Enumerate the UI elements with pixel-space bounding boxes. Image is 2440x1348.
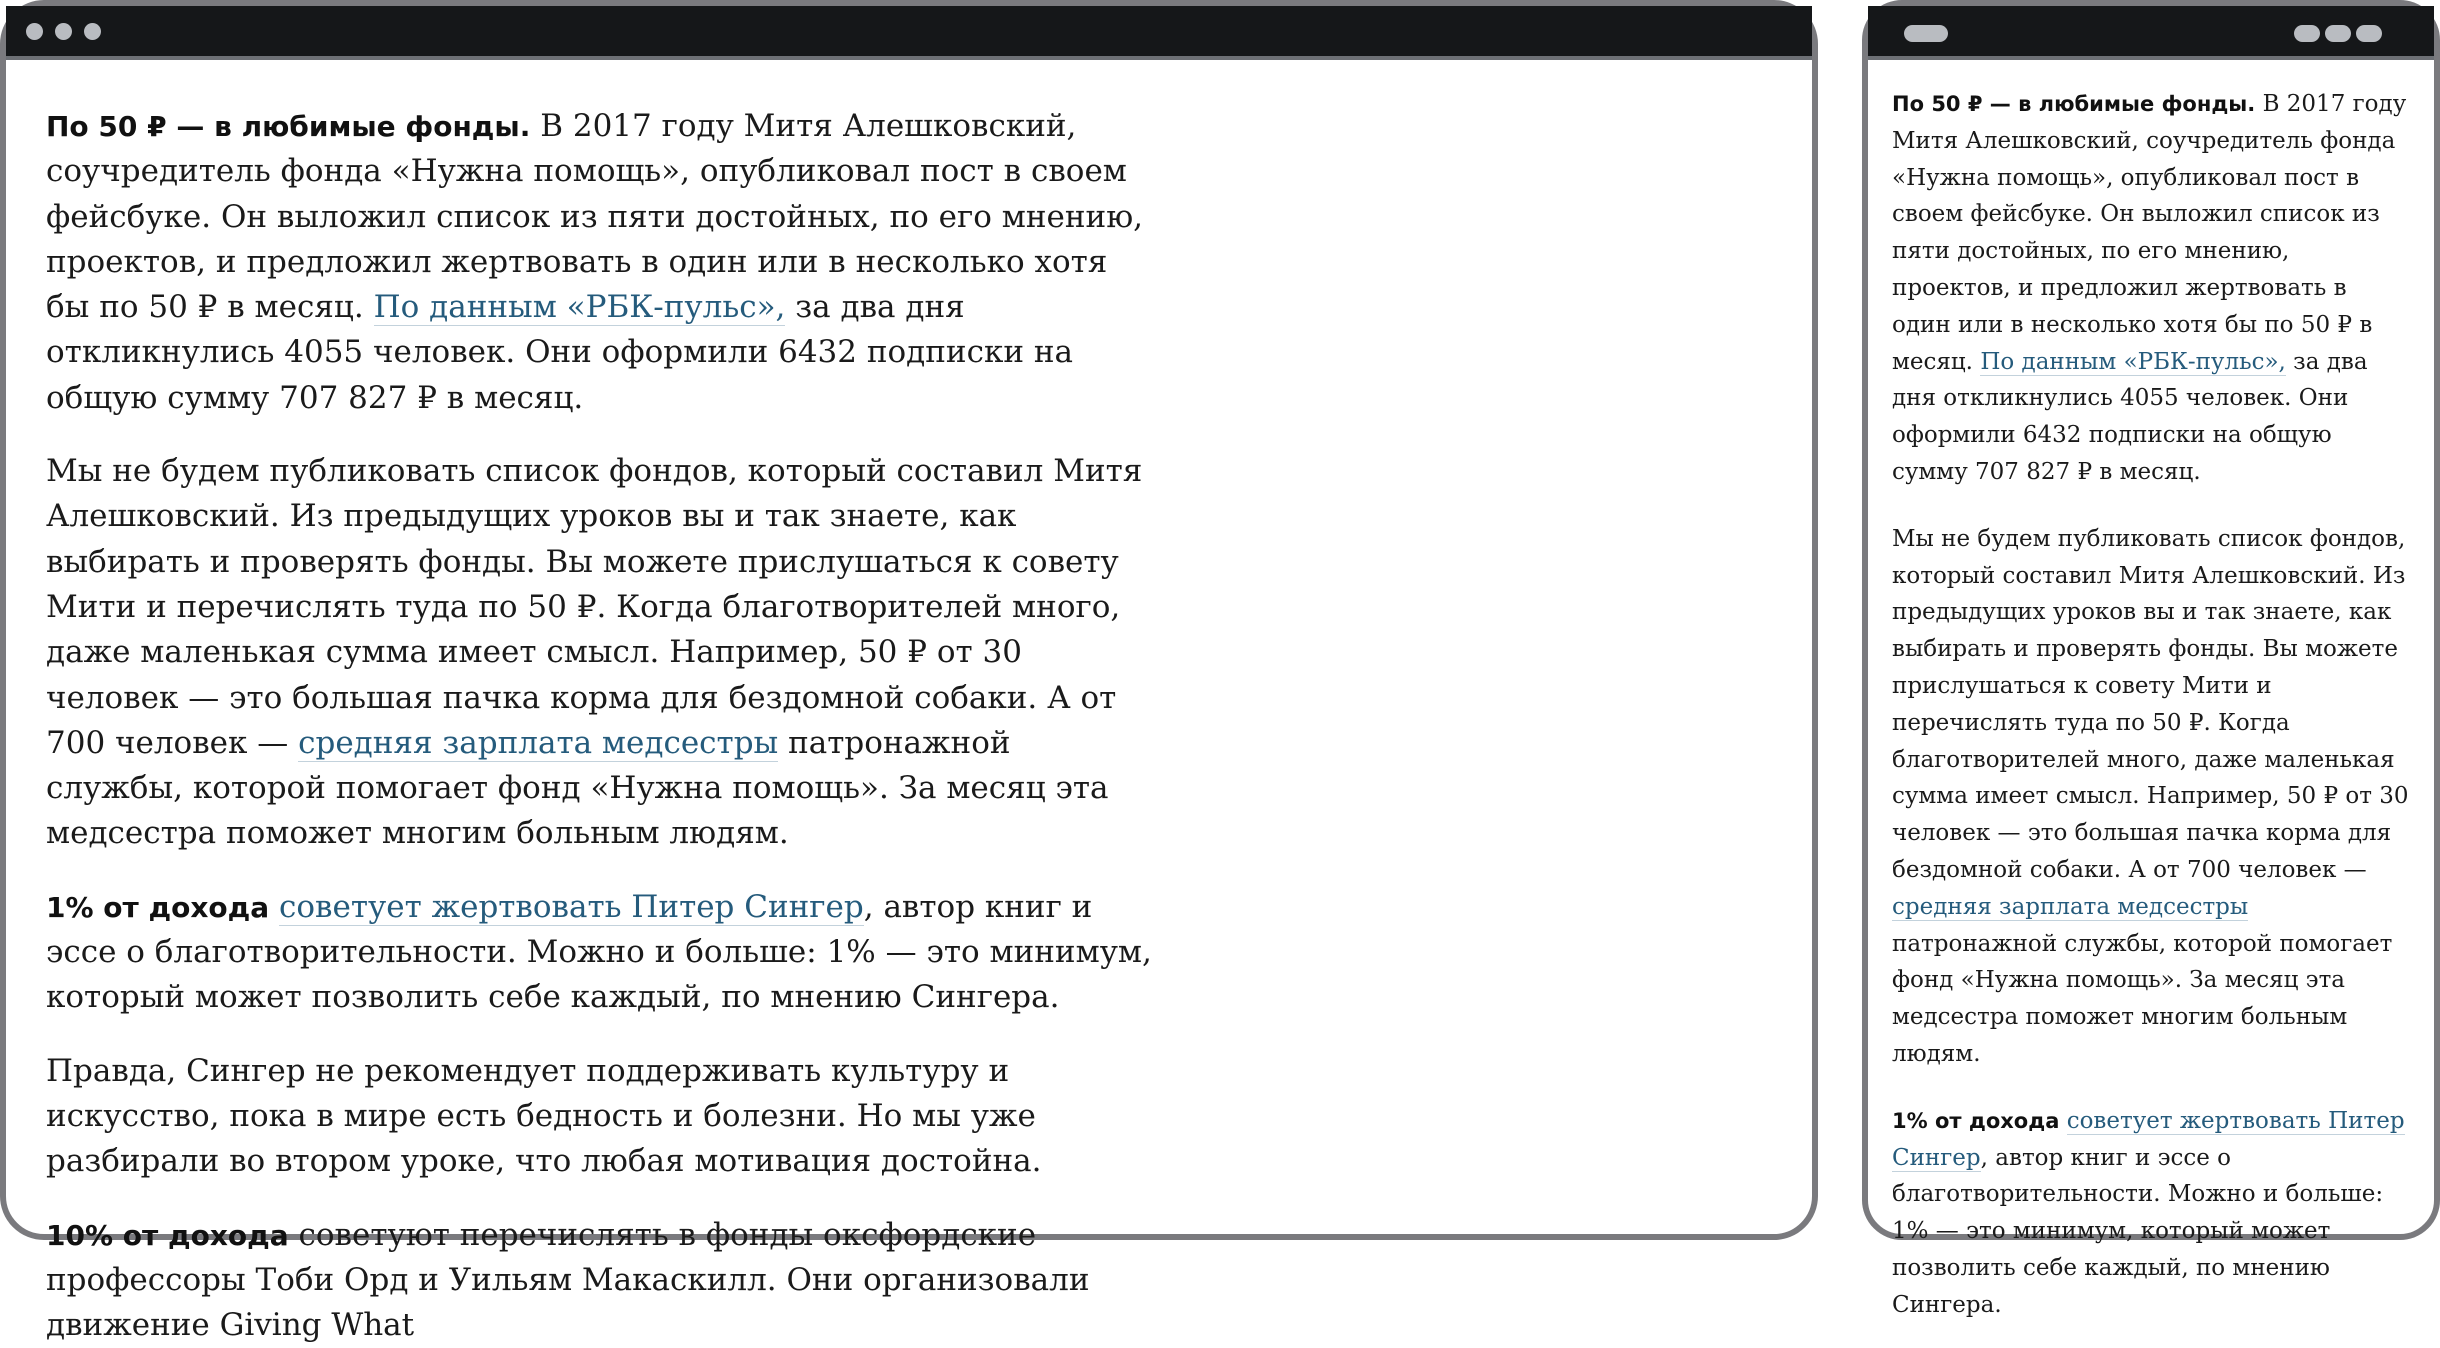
paragraph-text: патронажной службы, которой помогает фонд «Нужна помощь». За месяц эта медсестра поможет многим больным людям. <box>1892 930 2393 1067</box>
desktop-article <box>46 104 1156 1348</box>
paragraph-lead: 1% от дохода <box>1892 1108 2060 1133</box>
nurse-salary-link[interactable]: средняя зарплата медсестры <box>298 724 779 761</box>
nurse-salary-link[interactable]: средняя зарплата медсестры <box>1892 893 2249 920</box>
article-paragraph <box>46 449 1156 857</box>
spacer-text <box>269 889 279 925</box>
paragraph-text: за два дня откликнулись 4055 человек. Они оформили 6432 подписки на общую сумму 707 827 ₽ в месяц. <box>46 289 1073 416</box>
article-paragraph <box>46 1213 1156 1348</box>
paragraph-lead: 10% от дохода <box>46 1218 289 1252</box>
mobile-phone-frame <box>1862 0 2440 1318</box>
paragraph-text: В 2017 году Митя Алешковский, соучредитель фонда «Нужна помощь», опубликовал пост в своем фейсбуке. Он выложил список из пяти достойных, по его мнению, проектов, и предложил жертвовать в один или в несколько хотя бы по 50 ₽ в месяц. <box>46 108 1144 326</box>
paragraph-text: Мы не будем публиковать список фондов, который составил Митя Алешковский. Из предыдущих уроков вы и так знаете, как выбирать и проверять фонды. Вы можете прислушаться к совету Мити и перечислять туда по 50 ₽. Когда благотворителей много, даже маленькая сумма имеет смысл. Например, 50 ₽ от 30 человек — это большая пачка корма для бездомной собаки. А от 700 человек — <box>46 453 1143 761</box>
article-paragraph <box>1892 1103 2412 1324</box>
paragraph-text: , автор книг и эссе о благотворительности. Можно и больше: 1% — это минимум, который может позволить себе каждый, по мнению Сингера. <box>1892 1144 2384 1318</box>
window-dot-icon <box>55 23 72 40</box>
paragraph-text: патронажной службы, которой помогает фонд «Нужна помощь». За месяц эта медсестра поможет многим больным людям. <box>46 724 1109 852</box>
mobile-article <box>1892 86 2412 1324</box>
paragraph-text: Правда, Сингер не рекомендует поддерживать культуру и искусство, пока в мире есть бедность и болезни. Но мы уже разбирали во втором уроке, что любая мотивация достойна. <box>46 1052 1042 1180</box>
desktop-title-bar <box>6 6 1812 60</box>
paragraph-lead: По 50 ₽ — в любимые фонды. <box>46 110 531 143</box>
status-pill-icon <box>1904 25 1948 42</box>
paragraph-text: В 2017 году Митя Алешковский, соучредитель фонда «Нужна помощь», опубликовал пост в своем фейсбуке. Он выложил список из пяти достойных, по его мнению, проектов, и предложил жертвовать в один или в несколько хотя бы по 50 ₽ в месяц. <box>1892 91 2407 375</box>
article-paragraph <box>46 1049 1156 1185</box>
article-paragraph <box>1892 86 2412 491</box>
rbc-pulse-link[interactable]: По данным «РБК-пульс», <box>1980 348 2286 375</box>
peter-singer-link[interactable]: советует жертвовать Питер Сингер <box>1892 1107 2405 1171</box>
status-pill-icon <box>2356 25 2382 42</box>
status-pill-icon <box>2294 25 2320 42</box>
paragraph-lead: По 50 ₽ — в любимые фонды. <box>1892 92 2256 116</box>
window-dot-icon <box>26 23 43 40</box>
mobile-status-bar <box>1868 6 2434 60</box>
paragraph-text: за два дня откликнулись 4055 человек. Они оформили 6432 подписки на общую сумму 707 827 ₽ в месяц. <box>1892 348 2368 485</box>
spacer-text <box>2059 1108 2066 1134</box>
paragraph-text: советуют перечислять в фонды оксфордские профессоры Тоби Орд и Уильям Макаскилл. Они организовали движение Giving What <box>46 1216 1090 1344</box>
paragraph-lead: 1% от дохода <box>46 890 270 924</box>
rbc-pulse-link[interactable]: По данным «РБК-пульс», <box>373 289 786 326</box>
window-dot-icon <box>84 23 101 40</box>
peter-singer-link[interactable]: советует жертвовать Питер Сингер <box>279 888 864 925</box>
article-paragraph <box>46 885 1156 1021</box>
paragraph-text: Мы не будем публиковать список фондов, который составил Митя Алешковский. Из предыдущих уроков вы и так знаете, как выбирать и проверять фонды. Вы можете прислушаться к совету Мити и перечислять туда по 50 ₽. Когда благотворителей много, даже маленькая сумма имеет смысл. Например, 50 ₽ от 30 человек — это большая пачка корма для бездомной собаки. А от 700 человек — <box>1892 525 2409 883</box>
article-paragraph <box>46 104 1156 421</box>
status-pill-icon <box>2325 25 2351 42</box>
paragraph-text: , автор книг и эссе о благотворительности. Можно и больше: 1% — это минимум, который может позволить себе каждый, по мнению Сингера. <box>46 888 1152 1016</box>
article-paragraph <box>1892 521 2412 1073</box>
